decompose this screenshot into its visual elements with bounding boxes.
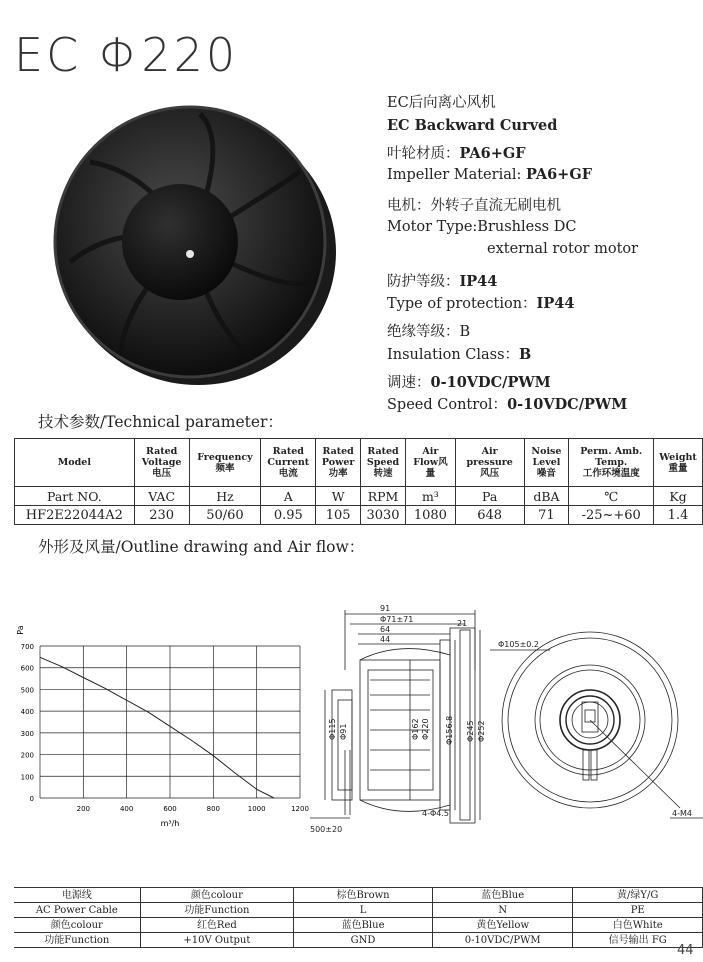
side-view-drawing [310, 600, 490, 840]
tech-header-cell [361, 439, 406, 487]
tech-value-cell: 648 [455, 506, 524, 525]
spec-motor-cn: 电机：外转子直流无刷电机 [387, 198, 561, 214]
tech-header-cell [189, 439, 261, 487]
tech-header-line: Air [481, 446, 498, 457]
chart-y-tick-label: 100 [20, 773, 34, 782]
cable-row [14, 933, 703, 948]
tech-header-cell [405, 439, 455, 487]
chart-x-tick-label: 200 [76, 805, 91, 813]
cable-cell: 0-10VDC/PWM [432, 933, 572, 948]
tech-header-line: Power [321, 457, 355, 468]
speed-cn-label: 调速： [387, 375, 431, 391]
tech-header-cell [316, 439, 361, 487]
dim-44: 44 [380, 635, 391, 644]
dim-91d: Φ91 [339, 723, 348, 740]
tech-header-line: Level [532, 457, 561, 468]
spec-speed-cn [387, 373, 551, 393]
dim-105: Φ105±0.2 [498, 640, 539, 649]
tech-unit-cell: Hz [189, 487, 261, 506]
cable-cell: +10V Output [140, 933, 294, 948]
chart-y-tick-label: 300 [20, 729, 34, 738]
tech-header-line: Rated [145, 446, 178, 457]
chart-y-tick-label: 400 [20, 708, 34, 717]
cable-cell: 功能Function [14, 933, 140, 948]
tech-header-line: pressure [466, 457, 513, 468]
tech-heading: 技术参数/Technical parameter： [38, 413, 283, 431]
tech-header-line: Flow风 [413, 457, 448, 468]
spec-insul-cn: 绝缘等级：B [387, 324, 471, 340]
tech-unit-cell: Pa [455, 487, 524, 506]
tech-header-cell [261, 439, 316, 487]
tech-header-cell [524, 439, 569, 487]
cable-table [14, 887, 703, 948]
cable-cell: 黄色Yellow [432, 918, 572, 933]
chart-y-axis-label: Pa [16, 625, 25, 635]
tech-header-line: Air [422, 446, 439, 457]
chart-x-tick-label: 800 [206, 805, 221, 813]
cable-cell: L [294, 903, 433, 918]
page-number: 44 [677, 943, 694, 958]
tech-header-line: 电压 [152, 468, 172, 479]
speed-cn-value: 0-10VDC/PWM [430, 374, 551, 391]
impeller-en-value: PA6+GF [525, 166, 592, 183]
tech-header-line: 工作环境温度 [582, 468, 640, 479]
page-title: EC Φ220 [14, 28, 239, 82]
tech-header-cell [654, 439, 703, 487]
spec-type-en: EC Backward Curved [387, 117, 558, 134]
tech-unit-cell: A [261, 487, 316, 506]
spec-impeller-cn [387, 144, 526, 164]
cable-cell: GND [294, 933, 433, 948]
spec-impeller-en [387, 165, 592, 185]
tech-value-cell: 230 [134, 506, 189, 525]
chart-series-line [40, 657, 274, 798]
tech-header-line: Rated [322, 446, 354, 457]
tech-header-line: 电流 [278, 468, 298, 479]
dim-m4: 4-M4 [672, 809, 692, 818]
cable-cell: 电源线 [14, 888, 140, 903]
tech-header-line: Model [57, 457, 91, 468]
spec-motor-en-1: Motor Type:Brushless DC [387, 219, 577, 235]
cable-cell: 红色Red [140, 918, 294, 933]
speed-en-value: 0-10VDC/PWM [507, 396, 628, 413]
cable-cell: 蓝色Blue [432, 888, 572, 903]
tech-header-cell [569, 439, 654, 487]
cable-cell: PE [573, 903, 703, 918]
tech-header-line: 噪音 [536, 468, 556, 479]
cable-cell: 功能Function [140, 903, 294, 918]
tech-header-row [15, 439, 703, 487]
chart-y-tick-label: 200 [20, 751, 34, 760]
tech-header-cell [134, 439, 189, 487]
spec-protect-cn [387, 272, 497, 292]
dim-252: Φ252 [477, 720, 486, 742]
tech-header-line: Perm. Amb. [580, 446, 643, 457]
tech-header-line: Current [267, 457, 310, 468]
tech-header-line: Rated [272, 446, 304, 457]
tech-header-line: Speed [366, 457, 400, 468]
cable-cell: 信号输出 FG [573, 933, 703, 948]
fan-photo [30, 92, 340, 397]
tech-units-row [15, 487, 703, 506]
chart-y-tick-label: 500 [20, 686, 34, 695]
tech-unit-cell: RPM [361, 487, 406, 506]
dim-holes: 4-Φ4.5 [422, 809, 449, 818]
tech-header-cell [455, 439, 524, 487]
tech-header-line: 转速 [373, 468, 393, 479]
dim-162: Φ162 [411, 718, 420, 740]
dim-91: 91 [380, 604, 391, 613]
tech-values-row [15, 506, 703, 525]
dim-156-8: Φ156.8 [445, 715, 454, 745]
chart-y-tick-label: 700 [20, 643, 34, 651]
tech-table [14, 438, 703, 525]
tech-unit-cell: W [316, 487, 361, 506]
impeller-cn-label: 叶轮材质： [387, 146, 460, 162]
tech-header-line: Rated [367, 446, 399, 457]
tech-header-line: 功率 [328, 468, 348, 479]
protect-cn-value: IP44 [459, 273, 498, 290]
insul-en-value: B [519, 346, 532, 363]
protect-en-value: IP44 [536, 295, 575, 312]
cable-cell: 颜色colour [14, 918, 140, 933]
tech-unit-cell: ℃ [569, 487, 654, 506]
chart-x-axis-label: m³/h [160, 819, 180, 828]
tech-value-cell: 3030 [361, 506, 406, 525]
tech-header-line: 量 [425, 468, 436, 479]
tech-header-line: Frequency [197, 451, 253, 463]
dim-245: Φ245 [466, 720, 475, 742]
spec-protect-en [387, 294, 574, 314]
tech-header-line: Noise [531, 446, 562, 457]
chart-x-tick-label: 1000 [247, 805, 266, 813]
speed-en-label: Speed Control： [387, 397, 508, 413]
tech-value-cell: 1080 [405, 506, 455, 525]
spec-motor-en-2: external rotor motor [487, 241, 639, 257]
tech-unit-cell: VAC [134, 487, 189, 506]
tech-header-line: Temp. [595, 457, 628, 468]
tech-unit-cell: Part NO. [15, 487, 135, 506]
cable-cell: 白色White [573, 918, 703, 933]
tech-header-line: 频率 [215, 462, 235, 474]
protect-cn-label: 防护等级： [387, 274, 460, 290]
chart-x-tick-label: 400 [119, 805, 134, 813]
chart-x-tick-label: 1200 [291, 805, 309, 813]
tech-value-cell: -25~+60 [569, 506, 654, 525]
cable-cell: 蓝色Blue [294, 918, 433, 933]
cable-row [14, 918, 703, 933]
tech-value-cell: HF2E22044A2 [15, 506, 135, 525]
cable-cell: 颜色colour [140, 888, 294, 903]
dim-115: Φ115 [328, 718, 337, 740]
tech-value-cell: 0.95 [261, 506, 316, 525]
tech-value-cell: 50/60 [189, 506, 261, 525]
dim-64: 64 [380, 625, 391, 634]
chart-y-tick-label: 600 [20, 664, 34, 673]
cable-row [14, 903, 703, 918]
dim-71: Φ71±71 [380, 615, 414, 624]
insul-en-label: Insulation Class： [387, 347, 520, 363]
cable-cell: AC Power Cable [14, 903, 140, 918]
tech-unit-cell: Kg [654, 487, 703, 506]
spec-type-cn: EC后向离心风机 [387, 95, 496, 111]
cable-length: 500±20 [310, 825, 343, 834]
front-view-drawing [490, 630, 703, 830]
cable-cell: 棕色Brown [294, 888, 433, 903]
spec-insul-en [387, 345, 531, 365]
dim-220: Φ220 [421, 718, 430, 740]
tech-header-line: Voltage [141, 457, 182, 468]
tech-value-cell: 1.4 [654, 506, 703, 525]
tech-unit-cell: m³ [405, 487, 455, 506]
outline-heading: 外形及风量/Outline drawing and Air flow： [38, 538, 365, 556]
dim-21: 21 [457, 619, 468, 628]
tech-header-cell [15, 439, 135, 487]
tech-unit-cell: dBA [524, 487, 569, 506]
spec-speed-en [387, 395, 627, 415]
tech-value-cell: 105 [316, 506, 361, 525]
impeller-en-label: Impeller Material: [387, 167, 522, 183]
tech-value-cell: 71 [524, 506, 569, 525]
impeller-cn-value: PA6+GF [459, 145, 526, 162]
cable-cell: N [432, 903, 572, 918]
airflow-chart [8, 612, 313, 837]
tech-header-line: 风压 [480, 468, 500, 479]
cable-cell: 黄/绿Y/G [573, 888, 703, 903]
tech-header-line: Weight [659, 451, 697, 463]
chart-x-tick-label: 600 [163, 805, 177, 813]
cable-row [14, 888, 703, 903]
tech-header-line: 重量 [668, 462, 688, 474]
protect-en-label: Type of protection： [387, 296, 537, 312]
chart-y-tick-label: 0 [29, 795, 34, 803]
